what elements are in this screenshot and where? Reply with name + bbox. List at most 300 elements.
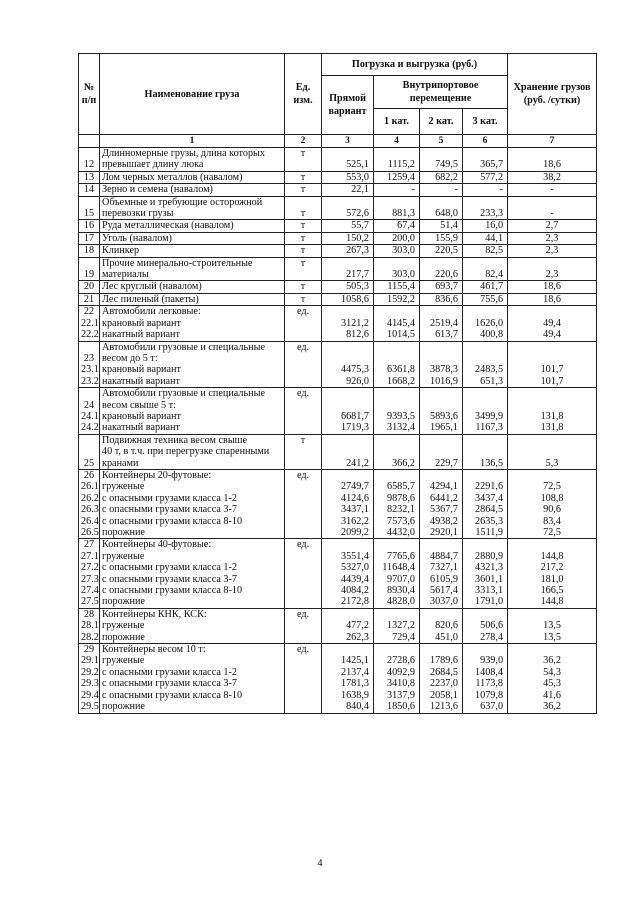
cargo-name bbox=[100, 257, 285, 281]
cell-line: 7573,6 bbox=[386, 515, 415, 527]
cell-line: 366,2 bbox=[392, 457, 415, 469]
value-cell bbox=[463, 232, 508, 244]
cell-line: 506,6 bbox=[480, 620, 504, 632]
value-cell bbox=[374, 293, 420, 305]
cell-line bbox=[324, 446, 369, 457]
table-row bbox=[79, 341, 597, 388]
cell-line bbox=[287, 562, 319, 573]
cargo-name bbox=[100, 388, 285, 435]
value-cell bbox=[420, 148, 463, 172]
value-cell bbox=[420, 644, 463, 713]
cell-line: 8232,1 bbox=[386, 504, 415, 516]
cell-line: Автомобили грузовые и специальные bbox=[102, 341, 265, 353]
cell-line: крановый вариант bbox=[102, 410, 181, 422]
unit-cell bbox=[285, 148, 322, 172]
cell-line bbox=[465, 306, 503, 317]
cell-line bbox=[324, 353, 369, 364]
cell-line: 1592,2 bbox=[386, 293, 415, 305]
cell-line: 820,6 bbox=[435, 620, 458, 632]
value-cell bbox=[322, 469, 374, 538]
value-cell bbox=[322, 257, 374, 281]
cell-line bbox=[422, 609, 458, 620]
cargo-name bbox=[100, 434, 285, 469]
cell-line: 18 bbox=[83, 245, 95, 257]
cell-line: накатный вариант bbox=[102, 375, 180, 387]
unit-cell bbox=[285, 608, 322, 643]
cell-line: 836,6 bbox=[435, 293, 458, 305]
cell-line: 29.4 bbox=[81, 689, 99, 701]
value-cell bbox=[374, 469, 420, 538]
cell-line: 461,7 bbox=[480, 281, 504, 293]
cell-line: 233,3 bbox=[480, 208, 504, 220]
cell-line: 51,4 bbox=[440, 220, 458, 232]
cell-line: 9393,5 bbox=[386, 410, 415, 422]
cell-line bbox=[465, 446, 503, 457]
cell-line: 241,2 bbox=[346, 457, 369, 469]
value-cell bbox=[374, 232, 420, 244]
cell-line: 1511,9 bbox=[475, 527, 504, 538]
cargo-name bbox=[100, 608, 285, 643]
value-cell bbox=[463, 148, 508, 172]
cell-line bbox=[376, 470, 415, 481]
value-cell bbox=[322, 434, 374, 469]
table-row bbox=[79, 434, 597, 469]
cargo-name bbox=[100, 245, 285, 257]
table-row bbox=[79, 148, 597, 172]
cell-line bbox=[422, 470, 458, 481]
cell-line: 20 bbox=[83, 281, 95, 293]
cell-line bbox=[376, 644, 415, 655]
cell-line: 6361,8 bbox=[386, 364, 415, 376]
cell-line: 2864,5 bbox=[475, 504, 504, 516]
cell-line: 4294,1 bbox=[429, 481, 458, 493]
cell-line: т bbox=[300, 257, 306, 269]
cell-line: 926,0 bbox=[346, 375, 369, 387]
cargo-name bbox=[100, 220, 285, 232]
cell-line: Контейнеры КНК, КСК: bbox=[102, 608, 207, 620]
cell-line: 3878,3 bbox=[429, 364, 458, 376]
tariff-table bbox=[78, 53, 597, 714]
cell-line: 3410,8 bbox=[386, 678, 415, 690]
cell-line: ед. bbox=[296, 608, 310, 620]
cargo-name bbox=[100, 281, 285, 293]
cell-line: 6681,7 bbox=[340, 410, 369, 422]
unit-cell bbox=[285, 469, 322, 538]
value-cell bbox=[374, 196, 420, 220]
cell-line: 27.4 bbox=[81, 585, 99, 597]
cell-line: 9707,0 bbox=[386, 573, 415, 585]
value-cell bbox=[508, 293, 597, 305]
cell-line: накатный вариант bbox=[102, 329, 180, 341]
value-cell bbox=[322, 644, 374, 713]
value-cell bbox=[463, 196, 508, 220]
cell-line bbox=[376, 353, 415, 364]
value-cell bbox=[322, 539, 374, 608]
cell-line: 83,4 bbox=[543, 515, 561, 527]
table-row bbox=[79, 171, 597, 183]
cell-line: 1014,5 bbox=[386, 329, 415, 341]
cargo-name bbox=[100, 232, 285, 244]
cell-line: 400,8 bbox=[480, 329, 504, 341]
cell-line: 2519,4 bbox=[429, 317, 458, 329]
cargo-name bbox=[100, 293, 285, 305]
cell-line bbox=[376, 400, 415, 411]
cell-line: 26 bbox=[83, 469, 95, 481]
cargo-name bbox=[100, 469, 285, 538]
cell-line bbox=[324, 539, 369, 550]
cell-line: - bbox=[454, 184, 458, 196]
cell-line: груженые bbox=[102, 550, 145, 562]
cell-line: 13 bbox=[83, 171, 95, 183]
column-index: 7 bbox=[508, 135, 597, 148]
cell-line: 27 bbox=[83, 539, 95, 551]
cell-line: ед. bbox=[296, 341, 310, 353]
cell-line: 1638,9 bbox=[340, 689, 369, 701]
cell-line bbox=[510, 342, 594, 353]
cell-line: Лом черных металлов (навалом) bbox=[102, 171, 243, 183]
column-index: 1 bbox=[100, 135, 285, 148]
cell-line bbox=[510, 400, 594, 411]
cell-line: 939,0 bbox=[480, 655, 504, 667]
header-cat2: 2 кат. bbox=[420, 109, 463, 135]
row-number bbox=[79, 184, 100, 196]
table-row bbox=[79, 644, 597, 713]
value-cell bbox=[508, 196, 597, 220]
cell-line: 23.1 bbox=[81, 364, 99, 376]
cell-line: 1155,4 bbox=[387, 281, 415, 293]
value-cell bbox=[508, 306, 597, 341]
cell-line bbox=[324, 470, 369, 481]
cell-line: Руда металлическая (навалом) bbox=[102, 220, 234, 232]
row-number bbox=[79, 469, 100, 538]
value-cell bbox=[508, 281, 597, 293]
cell-line: 28.1 bbox=[81, 620, 99, 632]
value-cell bbox=[420, 196, 463, 220]
value-cell bbox=[374, 644, 420, 713]
cell-line bbox=[510, 353, 594, 364]
cell-line bbox=[465, 400, 503, 411]
cell-line: с опасными грузами класса 3-7 bbox=[102, 678, 237, 690]
value-cell bbox=[508, 184, 597, 196]
cell-line: 82,5 bbox=[485, 245, 504, 257]
cell-line bbox=[287, 527, 319, 538]
value-cell bbox=[508, 245, 597, 257]
cell-line bbox=[510, 446, 594, 457]
cell-line: с опасными грузами класса 1-2 bbox=[102, 562, 237, 574]
cell-line: 3437,4 bbox=[475, 492, 504, 504]
cell-line bbox=[376, 446, 415, 457]
cell-line: 49,4 bbox=[543, 329, 561, 341]
cell-line: 25 bbox=[83, 457, 95, 469]
cell-line: 1425,1 bbox=[340, 655, 369, 667]
cell-line: 881,3 bbox=[392, 208, 415, 220]
cell-line: 26.1 bbox=[81, 481, 99, 493]
value-cell bbox=[508, 148, 597, 172]
cell-line: 54,3 bbox=[543, 666, 561, 678]
cell-line: 82,4 bbox=[485, 269, 504, 281]
value-cell bbox=[322, 281, 374, 293]
row-number bbox=[79, 220, 100, 232]
value-cell bbox=[420, 388, 463, 435]
cell-line bbox=[81, 342, 97, 353]
cell-line: Контейнеры 40-футовые: bbox=[102, 539, 212, 551]
cell-line: 108,8 bbox=[540, 492, 564, 504]
cell-line bbox=[287, 411, 319, 422]
value-cell bbox=[322, 293, 374, 305]
cell-line: 217,2 bbox=[540, 562, 564, 574]
cell-line: Прочие минерально-строительные bbox=[102, 257, 253, 269]
cell-line: 41,6 bbox=[543, 689, 561, 701]
cell-line bbox=[465, 539, 503, 550]
cell-line: Лес пиленый (пакеты) bbox=[102, 293, 199, 305]
cell-line: 29.3 bbox=[81, 678, 99, 690]
table-row bbox=[79, 196, 597, 220]
header-direct: Прямой вариант bbox=[322, 76, 374, 135]
cell-line: 1965,1 bbox=[429, 422, 458, 434]
cell-line: 2,3 bbox=[545, 245, 559, 257]
value-cell bbox=[322, 608, 374, 643]
cell-line: 4092,9 bbox=[386, 666, 415, 678]
table-row bbox=[79, 220, 597, 232]
cell-line bbox=[287, 364, 319, 375]
cell-line: 12 bbox=[83, 159, 95, 171]
cell-line bbox=[510, 470, 594, 481]
unit-cell bbox=[285, 434, 322, 469]
cell-line: 45,3 bbox=[543, 678, 561, 690]
cell-line: 26.3 bbox=[81, 504, 99, 516]
value-cell bbox=[322, 388, 374, 435]
cell-line: Автомобили легковые: bbox=[102, 306, 201, 318]
cell-line: 200,0 bbox=[392, 232, 415, 244]
cell-line: 477,2 bbox=[346, 620, 369, 632]
cell-line: превышает длину люка bbox=[102, 159, 204, 171]
cell-line: 1115,2 bbox=[387, 159, 415, 171]
cell-line: 181,0 bbox=[540, 573, 564, 585]
unit-cell bbox=[285, 257, 322, 281]
cell-line: 4145,4 bbox=[386, 317, 415, 329]
table-row bbox=[79, 245, 597, 257]
cell-line bbox=[287, 446, 319, 457]
value-cell bbox=[420, 306, 463, 341]
value-cell bbox=[420, 608, 463, 643]
cell-line: 1626,0 bbox=[475, 317, 504, 329]
cell-line: 101,7 bbox=[540, 375, 564, 387]
cell-line: 4124,6 bbox=[340, 492, 369, 504]
cell-line: 24.2 bbox=[81, 422, 99, 434]
cell-line: 2237,0 bbox=[429, 678, 458, 690]
unit-cell bbox=[285, 539, 322, 608]
cell-line: Контейнеры 20-футовые: bbox=[102, 469, 212, 481]
cell-line: 131,8 bbox=[540, 410, 564, 422]
row-number bbox=[79, 257, 100, 281]
cell-line: груженые bbox=[102, 620, 145, 632]
cell-line: 4084,2 bbox=[340, 585, 369, 597]
cell-line: 840,4 bbox=[346, 701, 369, 713]
value-cell bbox=[463, 306, 508, 341]
unit-cell bbox=[285, 281, 322, 293]
column-index: 5 bbox=[420, 135, 463, 148]
cell-line: 1259,4 bbox=[386, 171, 415, 183]
cell-line: 23 bbox=[83, 352, 95, 364]
cell-line: 1668,2 bbox=[386, 375, 415, 387]
cell-line: 451,0 bbox=[435, 631, 458, 643]
cell-line: 3121,2 bbox=[340, 317, 369, 329]
row-number bbox=[79, 608, 100, 643]
unit-cell bbox=[285, 341, 322, 388]
cell-line: 9878,6 bbox=[386, 492, 415, 504]
value-cell bbox=[420, 539, 463, 608]
cell-line: - bbox=[411, 184, 415, 196]
cell-line: 29.5 bbox=[81, 701, 99, 713]
value-cell bbox=[322, 220, 374, 232]
cell-line: 651,3 bbox=[480, 375, 504, 387]
cell-line bbox=[510, 306, 594, 317]
cell-line bbox=[287, 493, 319, 504]
cell-line bbox=[287, 458, 319, 469]
cell-line: 17 bbox=[83, 232, 95, 244]
value-cell bbox=[322, 171, 374, 183]
cell-line bbox=[324, 435, 369, 446]
cell-line bbox=[465, 342, 503, 353]
cell-line: 24.1 bbox=[81, 410, 99, 422]
cell-line bbox=[287, 667, 319, 678]
value-cell bbox=[322, 232, 374, 244]
cell-line bbox=[287, 329, 319, 340]
cell-line bbox=[324, 306, 369, 317]
cell-line: 3132,4 bbox=[386, 422, 415, 434]
cell-line: 101,7 bbox=[540, 364, 564, 376]
cell-line: 2483,5 bbox=[475, 364, 504, 376]
row-number bbox=[79, 306, 100, 341]
cell-line: 26.2 bbox=[81, 492, 99, 504]
cargo-name bbox=[100, 196, 285, 220]
value-cell bbox=[374, 341, 420, 388]
cell-line: 525,1 bbox=[346, 159, 369, 171]
cell-line: 13,5 bbox=[543, 631, 561, 643]
cell-line: 28.2 bbox=[81, 631, 99, 643]
cell-line: 648,0 bbox=[435, 208, 458, 220]
cell-line bbox=[422, 342, 458, 353]
cell-line bbox=[324, 644, 369, 655]
cell-line: 4439,4 bbox=[340, 573, 369, 585]
value-cell bbox=[322, 245, 374, 257]
cell-line: т bbox=[300, 245, 306, 257]
cell-line: т bbox=[300, 184, 306, 196]
cell-line: 3601,1 bbox=[475, 573, 504, 585]
page-number: 4 bbox=[317, 858, 323, 869]
cell-line: т bbox=[300, 281, 306, 293]
value-cell bbox=[420, 434, 463, 469]
cell-line: 1781,3 bbox=[340, 678, 369, 690]
cell-line: ед. bbox=[296, 644, 310, 656]
cell-line: 553,0 bbox=[346, 171, 369, 183]
cell-line: 21 bbox=[83, 293, 95, 305]
row-number bbox=[79, 539, 100, 608]
cell-line: 278,4 bbox=[480, 631, 504, 643]
cell-line: 729,4 bbox=[392, 631, 415, 643]
cell-line: 1791,0 bbox=[475, 596, 504, 608]
cell-line: 3313,1 bbox=[475, 585, 504, 597]
cell-line: с опасными грузами класса 1-2 bbox=[102, 666, 237, 678]
value-cell bbox=[374, 608, 420, 643]
value-cell bbox=[420, 171, 463, 183]
header-num: № п/п bbox=[79, 54, 100, 135]
cell-line: 16 bbox=[83, 220, 95, 232]
cell-line: 812,6 bbox=[346, 329, 369, 341]
cell-line: 2172,8 bbox=[340, 596, 369, 608]
cell-line: 4828,0 bbox=[386, 596, 415, 608]
cell-line bbox=[376, 539, 415, 550]
value-cell bbox=[374, 434, 420, 469]
cell-line: 72,5 bbox=[543, 527, 561, 538]
value-cell bbox=[463, 539, 508, 608]
cell-line: с опасными грузами класса 3-7 bbox=[102, 504, 237, 516]
cell-line: 22.1 bbox=[81, 317, 99, 329]
cell-line bbox=[81, 435, 97, 446]
cell-line: 2,7 bbox=[545, 220, 559, 232]
table-row bbox=[79, 281, 597, 293]
cell-line bbox=[287, 481, 319, 492]
cell-line bbox=[81, 148, 97, 159]
value-cell bbox=[463, 388, 508, 435]
cell-line bbox=[287, 596, 319, 607]
header-unit: Ед. изм. bbox=[285, 54, 322, 135]
table-row bbox=[79, 539, 597, 608]
cell-line: 2920,1 bbox=[429, 527, 458, 538]
table-row bbox=[79, 469, 597, 538]
cell-line: 365,7 bbox=[480, 159, 504, 171]
table-row bbox=[79, 184, 597, 196]
unit-cell bbox=[285, 306, 322, 341]
cell-line: 49,4 bbox=[543, 317, 561, 329]
cell-line: 131,8 bbox=[540, 422, 564, 434]
cell-line bbox=[510, 435, 594, 446]
value-cell bbox=[508, 341, 597, 388]
cell-line: т bbox=[300, 232, 306, 244]
cargo-name bbox=[100, 644, 285, 713]
value-cell bbox=[463, 171, 508, 183]
cell-line: 5893,6 bbox=[429, 410, 458, 422]
cell-line: 26.4 bbox=[81, 515, 99, 527]
value-cell bbox=[463, 469, 508, 538]
cell-line bbox=[287, 551, 319, 562]
cell-line: 7765,6 bbox=[386, 550, 415, 562]
value-cell bbox=[322, 196, 374, 220]
cell-line: 4475,3 bbox=[340, 364, 369, 376]
value-cell bbox=[374, 306, 420, 341]
value-cell bbox=[463, 184, 508, 196]
cell-line: 11648,4 bbox=[382, 562, 415, 574]
cell-line: груженые bbox=[102, 481, 145, 493]
row-number bbox=[79, 245, 100, 257]
cell-line: 1058,6 bbox=[340, 293, 369, 305]
unit-cell bbox=[285, 220, 322, 232]
column-index: 6 bbox=[463, 135, 508, 148]
cell-line bbox=[81, 388, 97, 399]
cell-line: весом до 5 т: bbox=[102, 352, 158, 364]
cargo-name bbox=[100, 171, 285, 183]
cell-line: 44,1 bbox=[485, 232, 504, 244]
cell-line: с опасными грузами класса 8-10 bbox=[102, 515, 243, 527]
cell-line: 26.5 bbox=[81, 527, 99, 538]
value-cell bbox=[374, 257, 420, 281]
column-index bbox=[79, 135, 100, 148]
cell-line bbox=[422, 388, 458, 399]
cell-line: 2137,4 bbox=[340, 666, 369, 678]
cell-line bbox=[287, 574, 319, 585]
row-number bbox=[79, 232, 100, 244]
cell-line: 24 bbox=[83, 399, 95, 411]
